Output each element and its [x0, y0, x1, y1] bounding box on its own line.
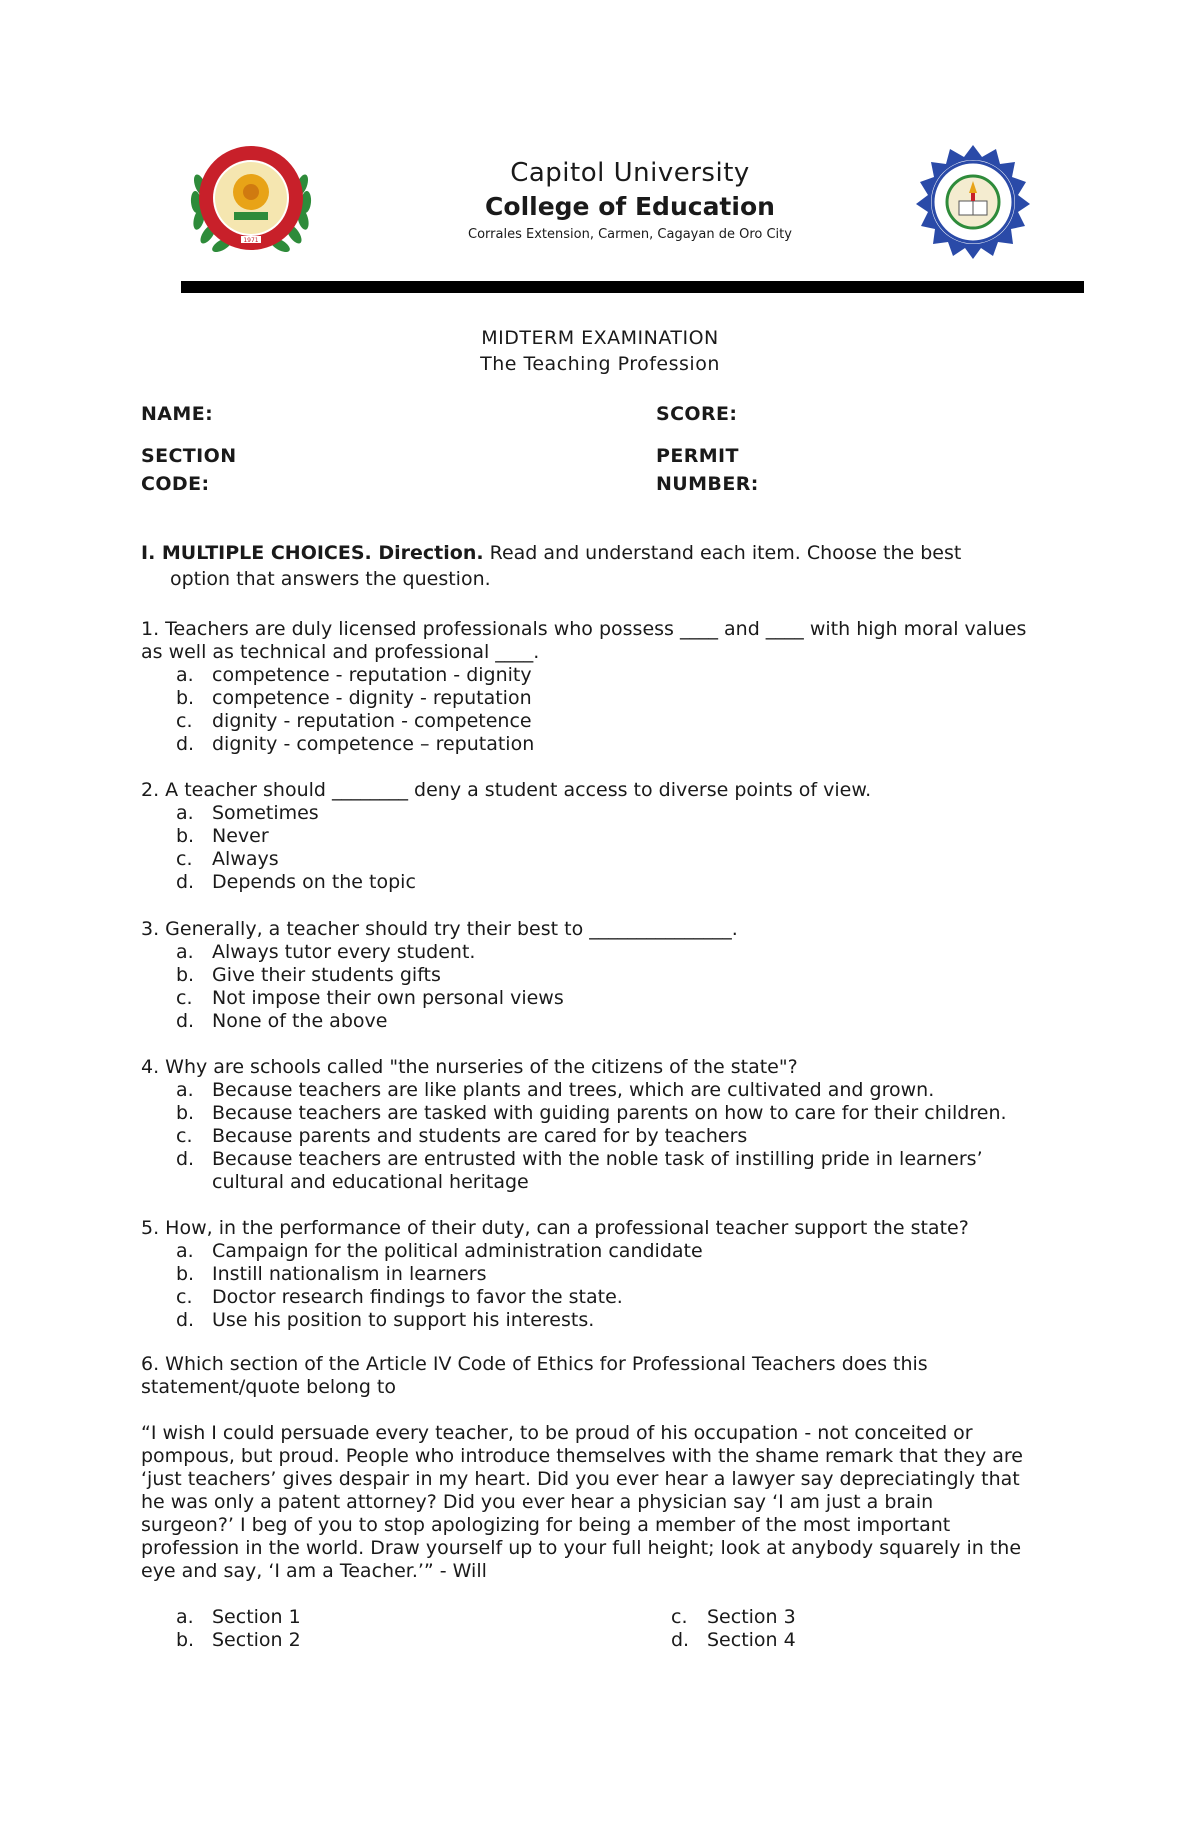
option-text: Because teachers are like plants and trees, which are cultivated and grown. [212, 1079, 935, 1101]
option-text: Doctor research findings to favor the state. [212, 1286, 623, 1308]
option-item [176, 941, 1071, 964]
quote-line: ‘just teachers’ gives despair in my heart. Did you ever hear a lawyer say depreciatingly that [141, 1468, 1020, 1490]
question-stem-line: as well as technical and professional ____. [141, 641, 540, 663]
college-address: Corrales Extension, Carmen, Cagayan de Oro City [468, 227, 792, 242]
option-letter: d. [671, 1629, 690, 1651]
question-1 [141, 618, 1071, 756]
option-item [176, 1240, 1071, 1263]
header-divider [181, 281, 1084, 293]
option-text: Section 2 [212, 1629, 301, 1651]
name-label: NAME: [141, 403, 214, 425]
question-stem-line: 4. Why are schools called "the nurseries of the citizens of the state"? [141, 1056, 798, 1078]
option-letter: d. [176, 1010, 195, 1032]
question-6-quote [141, 1422, 1066, 1583]
option-text: Section 3 [707, 1606, 796, 1628]
option-item [176, 802, 1071, 825]
permit-number-line1: PERMIT [656, 445, 739, 467]
option-item [176, 1010, 1071, 1033]
option-letter: a. [176, 802, 194, 824]
question-6-options-right [636, 1606, 796, 1652]
option-list [141, 1606, 301, 1652]
question-stem-line: 6. Which section of the Article IV Code of Ethics for Professional Teachers does this [141, 1353, 928, 1375]
section-title: I. MULTIPLE CHOICES. Direction. [141, 542, 484, 564]
option-text: Never [212, 825, 269, 847]
option-list [141, 1079, 1071, 1194]
option-letter: a. [176, 1079, 194, 1101]
option-item [176, 733, 1071, 756]
college-of-education-seal-icon [914, 143, 1032, 261]
option-letter: a. [176, 664, 194, 686]
question-stem-line: 5. How, in the performance of their duty, can a professional teacher support the state? [141, 1217, 969, 1239]
option-item [176, 1148, 1071, 1194]
question-6 [141, 1353, 1071, 1399]
option-item [176, 1629, 301, 1652]
option-text: Section 4 [707, 1629, 796, 1651]
question-2 [141, 779, 1071, 894]
option-item [176, 664, 1071, 687]
option-letter: c. [176, 1286, 193, 1308]
permit-number-line2: NUMBER: [656, 473, 759, 495]
option-item [176, 1606, 301, 1629]
option-letter: b. [176, 1102, 195, 1124]
option-item [176, 1263, 1071, 1286]
option-list [636, 1606, 796, 1652]
exam-title: MIDTERM EXAMINATION [481, 327, 719, 349]
option-item [176, 848, 1071, 871]
university-name: Capitol University [510, 158, 750, 188]
option-item [176, 1125, 1071, 1148]
option-letter: b. [176, 964, 195, 986]
option-text: Because parents and students are cared for by teachers [212, 1125, 748, 1147]
option-letter: c. [176, 848, 193, 870]
option-item [176, 687, 1071, 710]
option-list [141, 802, 1071, 894]
option-letter: b. [176, 1629, 195, 1651]
option-item [176, 710, 1071, 733]
capitol-university-seal-icon [186, 140, 316, 260]
quote-line: profession in the world. Draw yourself up to your full height; look at anybody squarely in the [141, 1537, 1022, 1559]
option-item [176, 825, 1071, 848]
option-letter: d. [176, 1148, 195, 1170]
letterhead [380, 156, 880, 246]
option-text: Sometimes [212, 802, 319, 824]
score-label: SCORE: [656, 403, 738, 425]
option-letter: d. [176, 733, 195, 755]
question-6-options-left [141, 1606, 301, 1652]
section-code-label [141, 442, 237, 498]
option-item [176, 987, 1071, 1010]
quote-line: surgeon?’ I beg of you to stop apologizing for being a member of the most important [141, 1514, 951, 1536]
option-item [176, 1102, 1071, 1125]
section-direction-1: Read and understand each item. Choose the best [489, 542, 962, 564]
option-letter: b. [176, 825, 195, 847]
option-text: None of the above [212, 1010, 388, 1032]
option-text: dignity - competence – reputation [212, 733, 535, 755]
exam-title-block [300, 325, 900, 377]
quote-line: “I wish I could persuade every teacher, to be proud of his occupation - not conceited or [141, 1422, 973, 1444]
option-list [141, 1240, 1071, 1332]
question-stem-line: 2. A teacher should ________ deny a student access to diverse points of view. [141, 779, 872, 801]
option-text: Because teachers are tasked with guiding parents on how to care for their children. [212, 1102, 1007, 1124]
option-text: Always [212, 848, 279, 870]
option-text: dignity - reputation - competence [212, 710, 532, 732]
quote-line: eye and say, ‘I am a Teacher.’” - Will [141, 1560, 487, 1582]
section-heading [141, 540, 1059, 592]
option-text: Not impose their own personal views [212, 987, 564, 1009]
option-text: Give their students gifts [212, 964, 441, 986]
option-text: Always tutor every student. [212, 941, 476, 963]
option-list [141, 664, 1071, 756]
option-text: Depends on the topic [212, 871, 416, 893]
option-letter: c. [176, 987, 193, 1009]
section-direction-2: option that answers the question. [170, 568, 491, 590]
option-letter: c. [176, 1125, 193, 1147]
option-text: competence - reputation - dignity [212, 664, 532, 686]
option-letter: a. [176, 941, 194, 963]
option-letter: c. [671, 1606, 688, 1628]
exam-subtitle: The Teaching Profession [480, 353, 720, 375]
option-text: Because teachers are entrusted with the noble task of instilling pride in learners’ cultural and educational heritage [212, 1148, 983, 1193]
option-text: Use his position to support his interests. [212, 1309, 595, 1331]
option-text: competence - dignity - reputation [212, 687, 532, 709]
option-text: Section 1 [212, 1606, 301, 1628]
section-code-line2: CODE: [141, 473, 210, 495]
option-item [176, 1079, 1071, 1102]
option-letter: c. [176, 710, 193, 732]
option-text: Campaign for the political administration candidate [212, 1240, 703, 1262]
option-letter: d. [176, 1309, 195, 1331]
option-item [176, 871, 1071, 894]
option-item [671, 1629, 796, 1652]
question-4 [141, 1056, 1071, 1194]
question-stem-line: 1. Teachers are duly licensed professionals who possess ____ and ____ with high moral values [141, 618, 1027, 640]
option-letter: a. [176, 1606, 194, 1628]
option-list [141, 941, 1071, 1033]
college-name: College of Education [485, 192, 775, 221]
option-item [671, 1606, 796, 1629]
option-letter: a. [176, 1240, 194, 1262]
section-code-line1: SECTION [141, 445, 237, 467]
quote-line: he was only a patent attorney? Did you ever hear a physician say ‘I am just a brain [141, 1491, 934, 1513]
option-text: Instill nationalism in learners [212, 1263, 487, 1285]
question-stem-line: statement/quote belong to [141, 1376, 396, 1398]
question-5 [141, 1217, 1071, 1332]
option-letter: b. [176, 687, 195, 709]
permit-number-label [656, 442, 759, 498]
question-3 [141, 918, 1071, 1033]
svg-text:1971: 1971 [243, 237, 259, 244]
option-item [176, 964, 1071, 987]
quote-line: pompous, but proud. People who introduce themselves with the shame remark that they are [141, 1445, 1023, 1467]
option-letter: b. [176, 1263, 195, 1285]
option-letter: d. [176, 871, 195, 893]
question-stem-line: 3. Generally, a teacher should try their best to _______________. [141, 918, 738, 940]
option-item [176, 1309, 1071, 1332]
option-item [176, 1286, 1071, 1309]
